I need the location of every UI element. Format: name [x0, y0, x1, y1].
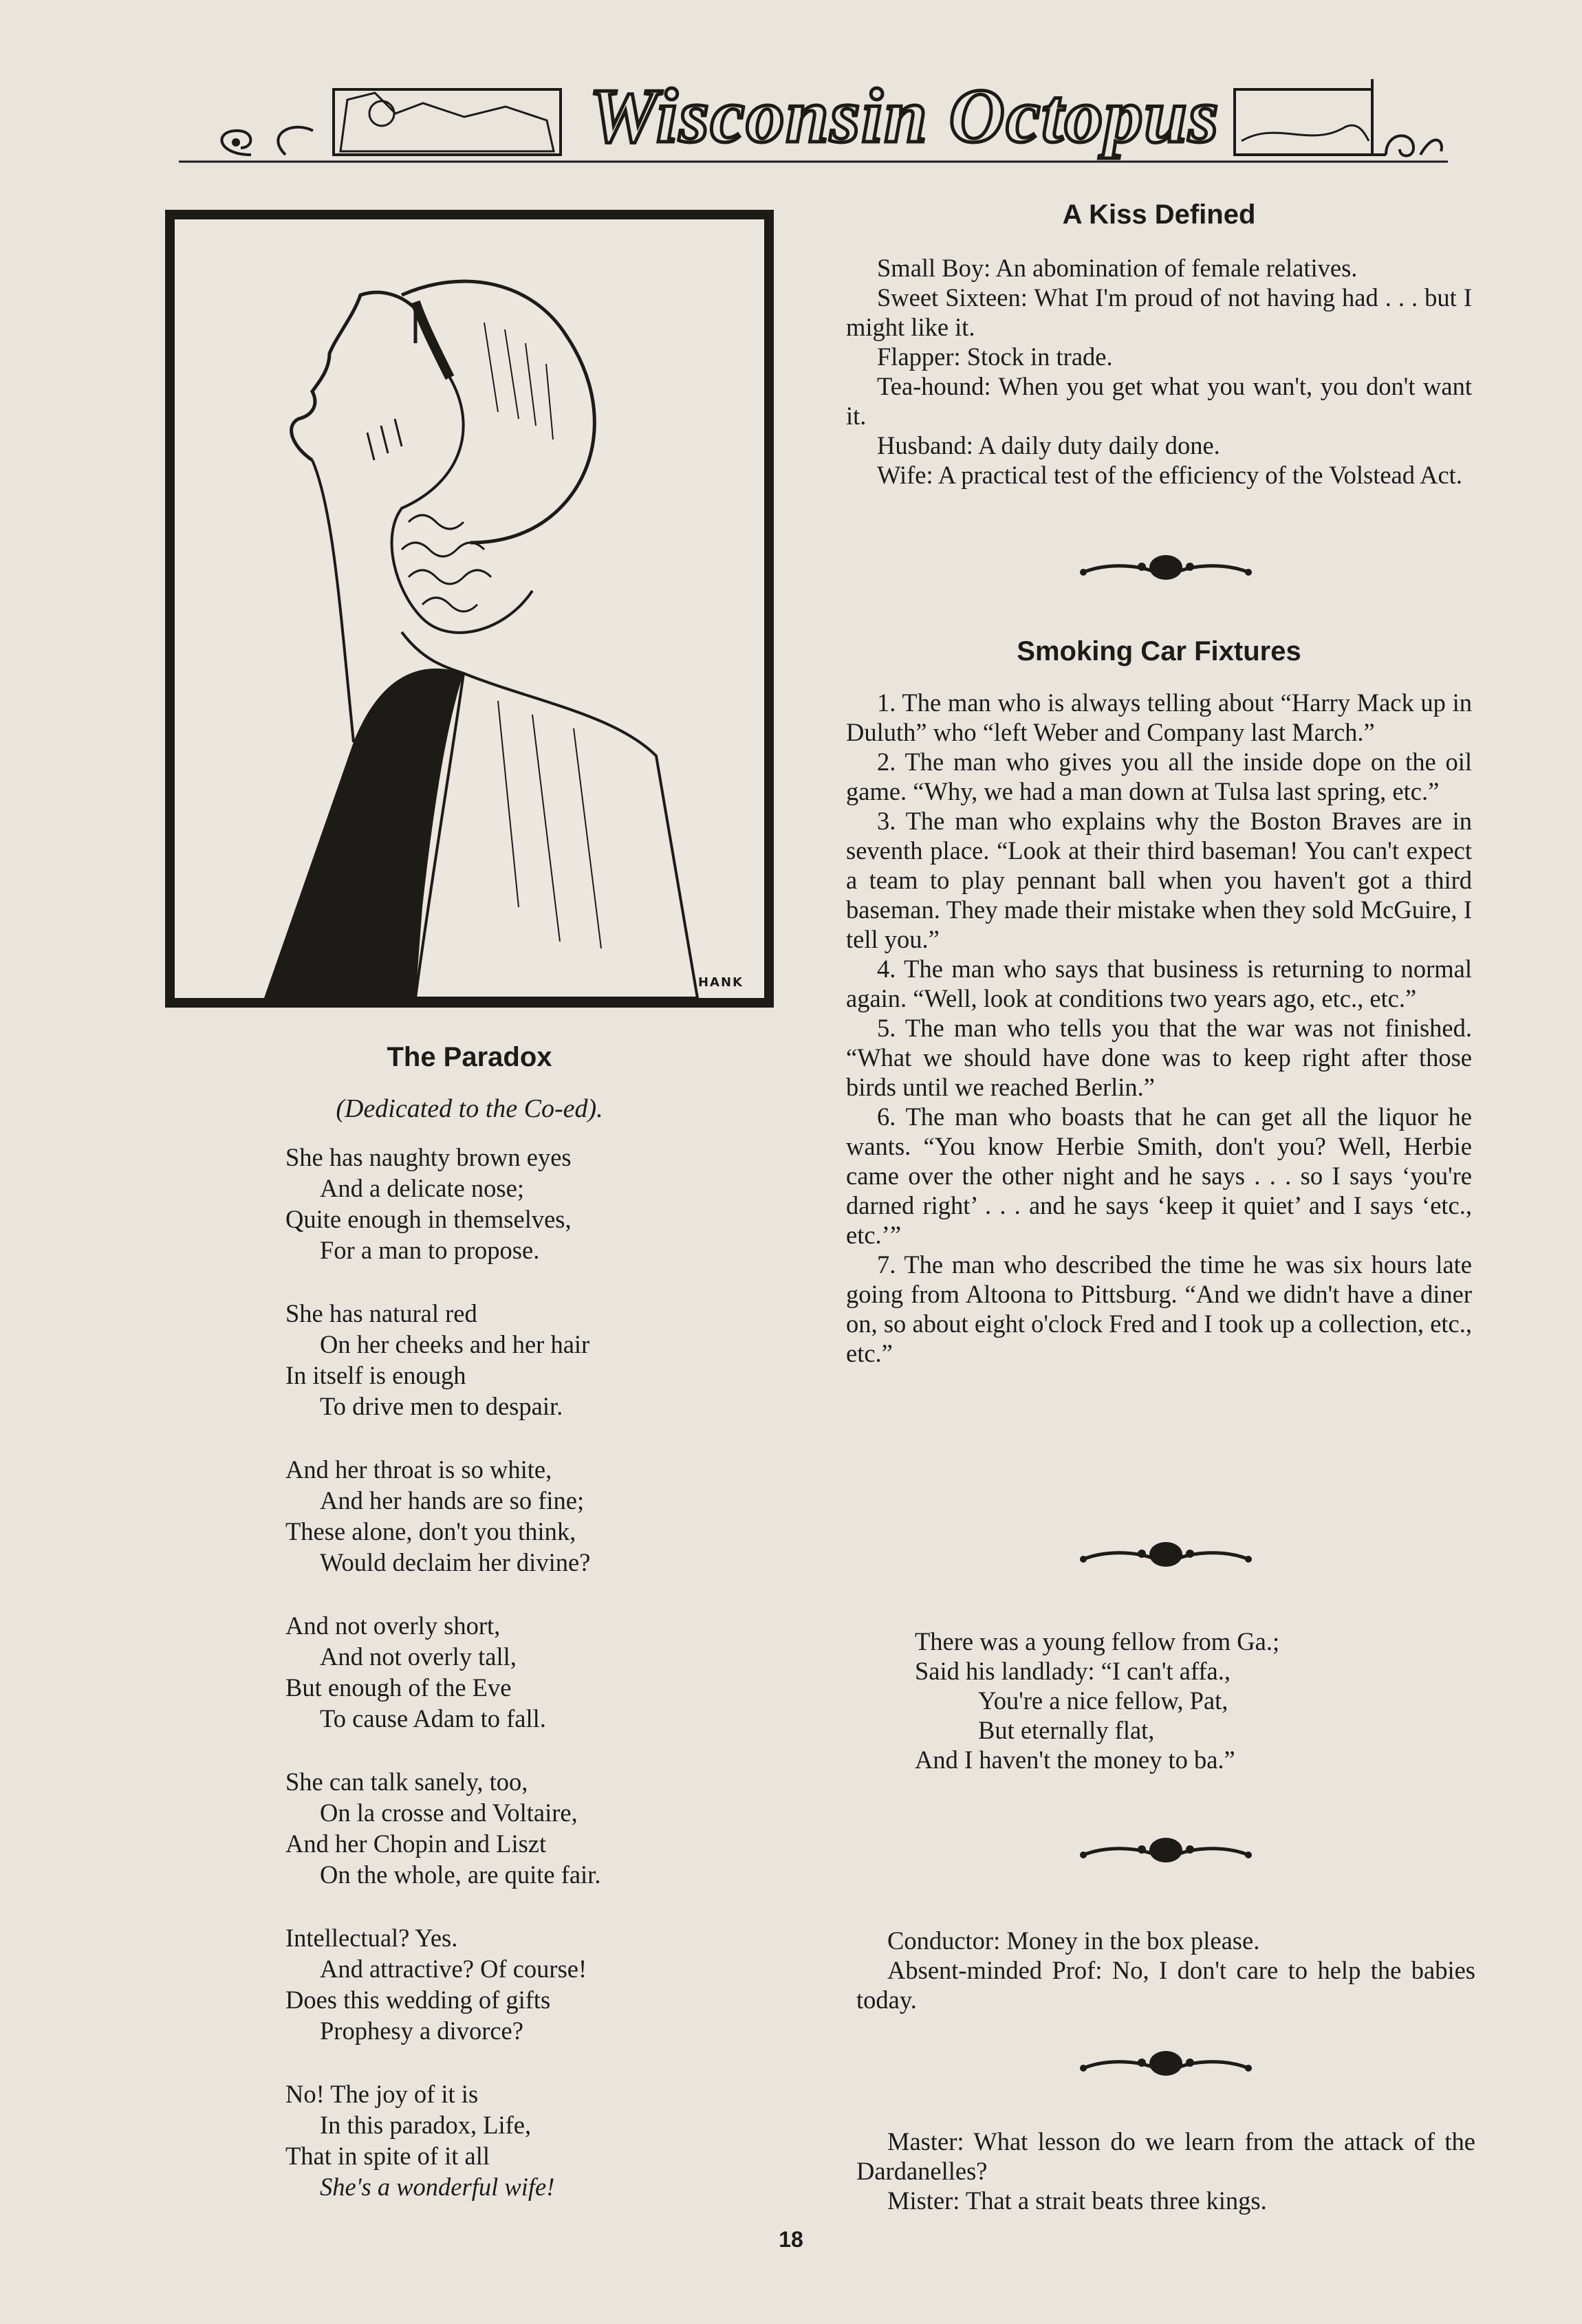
smoking-car-item: 2. The man who gives you all the inside dope on the oil game. “Why, we had a man down at Tulsa last spring, etc.”: [846, 748, 1472, 805]
poem-line: And not overly tall,: [320, 1642, 517, 1671]
poem-line: On her cheeks and her hair: [320, 1330, 590, 1358]
coed-illustration: [165, 210, 774, 1008]
poem-stanza: [285, 1142, 781, 1266]
poem-line: These alone, don't you think,: [285, 1517, 576, 1545]
woman-profile-drawing: [175, 219, 764, 998]
dialog-line: Master: What lesson do we learn from the attack of the Dardanelles?: [856, 2127, 1475, 2185]
poem-line: She can talk sanely, too,: [285, 1768, 528, 1796]
limerick-line: And I haven't the money to ba.”: [915, 1746, 1235, 1774]
kiss-definition: Husband: A daily duty daily done.: [877, 431, 1220, 459]
kiss-definition: Sweet Sixteen: What I'm proud of not having had . . . but I might like it.: [846, 283, 1472, 341]
poem-stanza: [285, 1298, 781, 1422]
poem-stanza: [285, 1610, 781, 1734]
smoking-car-item: 3. The man who explains why the Boston Braves are in seventh place. “Look at their third baseman! You can't expect a team to play pennant ball when you haven't got a third baseman. They made their mistake when they sold McGuire, I tell you.”: [846, 807, 1472, 953]
poem-line: For a man to propose.: [320, 1236, 540, 1264]
poem-body: [285, 1142, 781, 2235]
limerick-line: But eternally flat,: [978, 1716, 1155, 1744]
poem-line: Prophesy a divorce?: [320, 2017, 523, 2045]
smoking-car-item: 5. The man who tells you that the war was not finished. “What we should have done was to keep right after those birds until we reached Berlin.”: [846, 1014, 1472, 1101]
poem-line: And her throat is so white,: [285, 1455, 552, 1484]
poem-line: On la crosse and Voltaire,: [320, 1799, 578, 1827]
poem-line: Would declaim her divine?: [320, 1548, 591, 1576]
dialog-line: Mister: That a strait beats three kings.: [887, 2186, 1267, 2215]
smoking-car-body: [846, 688, 1472, 1368]
poem-line: To drive men to despair.: [320, 1392, 563, 1420]
section-divider-ornament: [1076, 2046, 1255, 2081]
poem-stanza: [285, 1922, 781, 2046]
section-divider-ornament: [1076, 1537, 1255, 1572]
poem-line: And her Chopin and Liszt: [285, 1829, 547, 1858]
poem-line: In itself is enough: [285, 1361, 466, 1389]
kiss-defined-title: A Kiss Defined: [1062, 199, 1256, 230]
kiss-definition: Wife: A practical test of the efficiency of the Volstead Act.: [877, 461, 1462, 489]
kiss-definition: Flapper: Stock in trade.: [877, 343, 1113, 371]
poem-stanza: [285, 1766, 781, 1890]
poem-line: Intellectual? Yes.: [285, 1924, 458, 1952]
poem-line: To cause Adam to fall.: [320, 1704, 546, 1733]
poem-line: On the whole, are quite fair.: [320, 1860, 601, 1889]
poem-dedication: (Dedicated to the Co-ed).: [336, 1094, 603, 1123]
smoking-car-title: Smoking Car Fixtures: [1017, 636, 1301, 666]
dialog-line: Conductor: Money in the box please.: [887, 1926, 1260, 1955]
artist-signature: HANK: [697, 975, 744, 990]
limerick-line: There was a young fellow from Ga.;: [915, 1627, 1280, 1655]
poem-line: And a delicate nose;: [320, 1174, 524, 1202]
limerick: [915, 1627, 1410, 1774]
dialog-line: Absent-minded Prof: No, I don't care to help the babies today.: [856, 1956, 1475, 2014]
poem-line: And her hands are so fine;: [320, 1486, 585, 1514]
master-mister-joke: [856, 2127, 1475, 2215]
poem-line: She's a wonderful wife!: [320, 2173, 555, 2201]
kiss-definition: Small Boy: An abomination of female relatives.: [877, 254, 1358, 282]
poem-line: But enough of the Eve: [285, 1673, 512, 1702]
smoking-car-item: 4. The man who says that business is returning to normal again. “Well, look at conditions two years ago, etc., etc.”: [846, 955, 1472, 1012]
section-divider-ornament: [1076, 550, 1255, 585]
conductor-joke: [856, 1926, 1475, 2015]
limerick-line: Said his landlady: “I can't affa.,: [915, 1657, 1231, 1685]
poem-line: And attractive? Of course!: [320, 1955, 587, 1983]
poem-stanza: [285, 1454, 781, 1578]
poem-line: In this paradox, Life,: [320, 2111, 532, 2139]
smoking-car-item: 1. The man who is always telling about “Harry Mack up in Duluth” who “left Weber and Company last March.”: [846, 688, 1472, 746]
page-number: 18: [779, 2227, 803, 2252]
limerick-line: You're a nice fellow, Pat,: [978, 1686, 1228, 1715]
masthead: [175, 65, 1451, 169]
poem-title: The Paradox: [387, 1042, 552, 1072]
kiss-defined-body: [846, 253, 1472, 490]
poem-line: That in spite of it all: [285, 2142, 490, 2170]
poem-stanza: [285, 2078, 781, 2202]
poem-line: She has naughty brown eyes: [285, 1143, 572, 1171]
section-divider-ornament: [1076, 1833, 1255, 1867]
smoking-car-item: 7. The man who described the time he was six hours late going from Altoona to Pittsburg. “And we didn't have a diner on, so about eight o'clock Fred and I took up a collection, etc., etc.”: [846, 1250, 1472, 1367]
poem-line: She has natural red: [285, 1299, 477, 1327]
poem-line: And not overly short,: [285, 1611, 501, 1640]
masthead-title: Wisconsin Octopus: [589, 74, 1220, 159]
kiss-definition: Tea-hound: When you get what you wan't, you don't want it.: [846, 372, 1472, 430]
smoking-car-item: 6. The man who boasts that he can get all the liquor he wants. “You know Herbie Smith, don't you? Well, Herbie came over the other night and he says . . . so I says ‘you're darned right’ . . . and he says ‘keep it quiet’ and I says ‘etc., etc.’”: [846, 1103, 1472, 1249]
poem-line: Does this wedding of gifts: [285, 1986, 551, 2014]
poem-line: No! The joy of it is: [285, 2080, 479, 2108]
poem-line: Quite enough in themselves,: [285, 1205, 572, 1233]
